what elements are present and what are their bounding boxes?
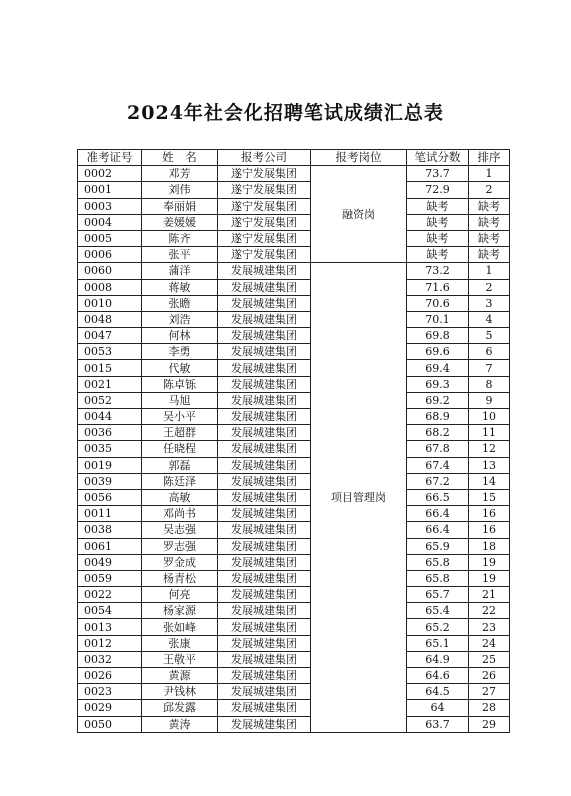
company-cell: 发展城建集团 [218,489,311,505]
score-cell: 67.4 [407,457,469,473]
company-cell: 发展城建集团 [218,279,311,295]
exam-id-cell: 0015 [78,360,142,376]
exam-id-cell: 0022 [78,587,142,603]
table-row [78,344,510,360]
exam-id-cell: 0061 [78,538,142,554]
exam-id-cell: 0005 [78,230,142,246]
name-cell: 何林 [142,328,218,344]
exam-id-cell: 0054 [78,603,142,619]
table-row [78,263,510,279]
company-cell: 遂宁发展集团 [218,247,311,263]
exam-id-cell: 0010 [78,295,142,311]
company-cell: 发展城建集团 [218,587,311,603]
rank-cell: 19 [469,554,510,570]
rank-cell: 13 [469,457,510,473]
exam-id-cell: 0056 [78,489,142,505]
name-cell: 马旭 [142,392,218,408]
score-cell: 64.5 [407,684,469,700]
rank-cell: 16 [469,506,510,522]
company-cell: 发展城建集团 [218,522,311,538]
exam-id-cell: 0008 [78,279,142,295]
table-row [78,214,510,230]
table-row [78,311,510,327]
table-row [78,587,510,603]
company-cell: 遂宁发展集团 [218,214,311,230]
company-cell: 发展城建集团 [218,538,311,554]
company-cell: 发展城建集团 [218,651,311,667]
score-cell: 63.7 [407,716,469,732]
company-cell: 发展城建集团 [218,376,311,392]
score-cell: 73.7 [407,166,469,182]
rank-cell: 4 [469,311,510,327]
table-row [78,182,510,198]
table-row [78,279,510,295]
table-row [78,684,510,700]
rank-cell: 6 [469,344,510,360]
exam-id-cell: 0003 [78,198,142,214]
rank-cell: 21 [469,587,510,603]
exam-id-cell: 0053 [78,344,142,360]
exam-id-cell: 0059 [78,570,142,586]
rank-cell: 8 [469,376,510,392]
score-cell: 65.2 [407,619,469,635]
company-cell: 发展城建集团 [218,684,311,700]
table-row [78,554,510,570]
rank-cell: 14 [469,473,510,489]
name-cell: 刘浩 [142,311,218,327]
exam-id-cell: 0060 [78,263,142,279]
name-cell: 代敏 [142,360,218,376]
header-score: 笔试分数 [407,150,469,166]
name-cell: 尹钱林 [142,684,218,700]
score-cell: 70.1 [407,311,469,327]
rank-cell: 27 [469,684,510,700]
table-row [78,570,510,586]
table-row [78,166,510,182]
rank-cell: 28 [469,700,510,716]
company-cell: 发展城建集团 [218,716,311,732]
name-cell: 郭磊 [142,457,218,473]
company-cell: 发展城建集团 [218,506,311,522]
rank-cell: 1 [469,166,510,182]
name-cell: 陈廷泽 [142,473,218,489]
header-exam-id: 准考证号 [78,150,142,166]
rank-cell: 12 [469,441,510,457]
score-cell: 缺考 [407,230,469,246]
score-cell: 64.9 [407,651,469,667]
exam-id-cell: 0039 [78,473,142,489]
rank-cell: 缺考 [469,230,510,246]
score-cell: 69.6 [407,344,469,360]
exam-id-cell: 0006 [78,247,142,263]
table-row [78,651,510,667]
score-cell: 65.9 [407,538,469,554]
score-cell: 66.4 [407,506,469,522]
name-cell: 张平 [142,247,218,263]
name-cell: 黄源 [142,668,218,684]
score-cell: 73.2 [407,263,469,279]
score-table [77,149,510,733]
rank-cell: 5 [469,328,510,344]
table-row [78,668,510,684]
rank-cell: 18 [469,538,510,554]
rank-cell: 3 [469,295,510,311]
score-cell: 70.6 [407,295,469,311]
table-row [78,457,510,473]
table-row [78,441,510,457]
name-cell: 罗金成 [142,554,218,570]
score-cell: 67.2 [407,473,469,489]
company-cell: 发展城建集团 [218,392,311,408]
table-row [78,392,510,408]
rank-cell: 2 [469,182,510,198]
score-cell: 69.2 [407,392,469,408]
company-cell: 发展城建集团 [218,457,311,473]
table-row [78,700,510,716]
company-cell: 发展城建集团 [218,473,311,489]
name-cell: 陈齐 [142,230,218,246]
rank-cell: 29 [469,716,510,732]
table-row [78,635,510,651]
table-row [78,230,510,246]
name-cell: 蒲洋 [142,263,218,279]
exam-id-cell: 0050 [78,716,142,732]
rank-cell: 7 [469,360,510,376]
table-row [78,522,510,538]
company-cell: 发展城建集团 [218,700,311,716]
score-cell: 71.6 [407,279,469,295]
score-cell: 72.9 [407,182,469,198]
company-cell: 发展城建集团 [218,360,311,376]
name-cell: 张如峰 [142,619,218,635]
table-row [78,506,510,522]
exam-id-cell: 0013 [78,619,142,635]
exam-id-cell: 0032 [78,651,142,667]
score-cell: 65.1 [407,635,469,651]
table-header-row [78,150,510,166]
score-cell: 68.9 [407,409,469,425]
name-cell: 邓芳 [142,166,218,182]
company-cell: 发展城建集团 [218,328,311,344]
exam-id-cell: 0002 [78,166,142,182]
exam-id-cell: 0029 [78,700,142,716]
rank-cell: 缺考 [469,247,510,263]
name-cell: 邱发露 [142,700,218,716]
rank-cell: 2 [469,279,510,295]
table-row [78,538,510,554]
name-cell: 王敬平 [142,651,218,667]
name-cell: 奉丽娟 [142,198,218,214]
exam-id-cell: 0026 [78,668,142,684]
header-rank: 排序 [469,150,510,166]
rank-cell: 24 [469,635,510,651]
score-cell: 66.4 [407,522,469,538]
score-cell: 68.2 [407,425,469,441]
rank-cell: 10 [469,409,510,425]
exam-id-cell: 0001 [78,182,142,198]
company-cell: 发展城建集团 [218,619,311,635]
header-company: 报考公司 [218,150,311,166]
exam-id-cell: 0038 [78,522,142,538]
score-cell: 69.4 [407,360,469,376]
rank-cell: 缺考 [469,214,510,230]
name-cell: 吴小平 [142,409,218,425]
name-cell: 刘伟 [142,182,218,198]
name-cell: 姜媛媛 [142,214,218,230]
company-cell: 发展城建集团 [218,425,311,441]
table-row [78,409,510,425]
name-cell: 何亮 [142,587,218,603]
header-post: 报考岗位 [311,150,407,166]
company-cell: 发展城建集团 [218,668,311,684]
company-cell: 发展城建集团 [218,603,311,619]
exam-id-cell: 0019 [78,457,142,473]
name-cell: 黄涛 [142,716,218,732]
name-cell: 杨青松 [142,570,218,586]
company-cell: 遂宁发展集团 [218,166,311,182]
company-cell: 发展城建集团 [218,441,311,457]
exam-id-cell: 0011 [78,506,142,522]
exam-id-cell: 0048 [78,311,142,327]
exam-id-cell: 0036 [78,425,142,441]
exam-id-cell: 0012 [78,635,142,651]
rank-cell: 23 [469,619,510,635]
rank-cell: 26 [469,668,510,684]
score-cell: 65.7 [407,587,469,603]
rank-cell: 19 [469,570,510,586]
post-cell: 融资岗 [311,166,407,263]
name-cell: 张瞻 [142,295,218,311]
table-row [78,603,510,619]
name-cell: 蒋敏 [142,279,218,295]
table-row [78,198,510,214]
exam-id-cell: 0021 [78,376,142,392]
rank-cell: 缺考 [469,198,510,214]
score-cell: 64.6 [407,668,469,684]
exam-id-cell: 0023 [78,684,142,700]
table-row [78,716,510,732]
table-row [78,489,510,505]
score-cell: 缺考 [407,214,469,230]
table-row [78,425,510,441]
table-row [78,376,510,392]
exam-id-cell: 0052 [78,392,142,408]
company-cell: 发展城建集团 [218,554,311,570]
company-cell: 遂宁发展集团 [218,230,311,246]
company-cell: 发展城建集团 [218,409,311,425]
table-body [78,166,510,733]
score-cell: 64 [407,700,469,716]
company-cell: 发展城建集团 [218,635,311,651]
table-row [78,360,510,376]
company-cell: 遂宁发展集团 [218,182,311,198]
company-cell: 遂宁发展集团 [218,198,311,214]
rank-cell: 9 [469,392,510,408]
company-cell: 发展城建集团 [218,570,311,586]
exam-id-cell: 0044 [78,409,142,425]
name-cell: 杨家源 [142,603,218,619]
exam-id-cell: 0004 [78,214,142,230]
header-name: 姓 名 [142,150,218,166]
table-row [78,247,510,263]
rank-cell: 22 [469,603,510,619]
score-cell: 69.3 [407,376,469,392]
name-cell: 王超群 [142,425,218,441]
score-cell: 65.8 [407,554,469,570]
table-row [78,328,510,344]
score-cell: 65.4 [407,603,469,619]
table-row [78,295,510,311]
company-cell: 发展城建集团 [218,263,311,279]
exam-id-cell: 0047 [78,328,142,344]
rank-cell: 16 [469,522,510,538]
table-row [78,473,510,489]
score-cell: 69.8 [407,328,469,344]
rank-cell: 11 [469,425,510,441]
name-cell: 任晓程 [142,441,218,457]
score-cell: 67.8 [407,441,469,457]
company-cell: 发展城建集团 [218,344,311,360]
score-cell: 缺考 [407,247,469,263]
name-cell: 李勇 [142,344,218,360]
name-cell: 高敏 [142,489,218,505]
exam-id-cell: 0049 [78,554,142,570]
rank-cell: 1 [469,263,510,279]
rank-cell: 15 [469,489,510,505]
page-title: 2024年社会化招聘笔试成绩汇总表 [127,102,444,124]
post-cell: 项目管理岗 [311,263,407,732]
name-cell: 吴志强 [142,522,218,538]
company-cell: 发展城建集团 [218,311,311,327]
name-cell: 陈卓铄 [142,376,218,392]
exam-id-cell: 0035 [78,441,142,457]
score-cell: 缺考 [407,198,469,214]
name-cell: 邓尚书 [142,506,218,522]
score-cell: 66.5 [407,489,469,505]
company-cell: 发展城建集团 [218,295,311,311]
score-cell: 65.8 [407,570,469,586]
table-row [78,619,510,635]
name-cell: 张康 [142,635,218,651]
name-cell: 罗志强 [142,538,218,554]
rank-cell: 25 [469,651,510,667]
